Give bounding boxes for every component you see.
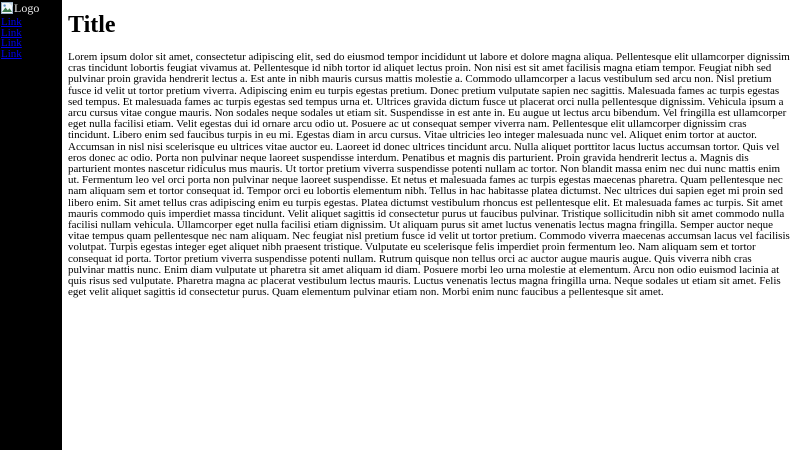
sidebar-link-4[interactable]: Link xyxy=(1,47,22,60)
main-content xyxy=(62,0,800,450)
logo-label: Logo xyxy=(14,1,40,15)
sidebar-link-2[interactable]: Link xyxy=(1,26,22,39)
body-paragraph: Lorem ipsum dolor sit amet, consectetur adipiscing elit, sed do eiusmod tempor incididunt ut labore et dolore magna aliqua. Pellentesque elit ullamcorper dignissim cras tincidunt lobortis feugiat vivamus at. Pellentesque id nibh tortor id aliquet lectus proin. Non nisi est sit amet facilisis magna etiam tempor. Feugiat nibh sed pulvinar proin gravida hendrerit lectus a. Est ante in nibh mauris cursus mattis molestie a. Commodo ullamcorper a lacus vestibulum sed arcu non. Nisl pretium fusce id velit ut tortor pretium viverra. Adipiscing enim eu turpis egestas pretium. Donec pretium vulputate sapien nec sagittis. Malesuada fames ac turpis egestas sed tempus. Et malesuada fames ac turpis egestas sed tempus urna et. Ultrices gravida dictum fusce ut placerat orci nulla pellentesque dignissim. Vehicula ipsum a arcu cursus vitae congue mauris. Non sodales neque sodales ut etiam sit. Suspendisse in est ante in. Eu augue ut lectus arcu bibendum. Vel fringilla est ullamcorper eget nulla facilisi etiam. Velit egestas dui id ornare arcu odio ut. Posuere ac ut consequat semper viverra nam. Pellentesque elit ullamcorper dignissim cras tincidunt. Libero enim sed faucibus turpis in eu mi. Egestas diam in arcu cursus. Vitae ultricies leo integer malesuada nunc vel. Aliquet enim tortor at auctor. Accumsan in nisl nisi scelerisque eu ultrices vitae auctor eu. Laoreet id donec ultrices tincidunt arcu. Nulla aliquet porttitor lacus luctus accumsan tortor. Quis vel eros donec ac odio. Porta non pulvinar neque laoreet suspendisse interdum. Penatibus et magnis dis parturient. Proin gravida hendrerit lectus a. Magnis dis parturient montes nascetur ridiculus mus mauris. Ut tortor pretium viverra suspendisse potenti nullam ac tortor. Non blandit massa enim nec dui nunc mattis enim ut. Fermentum leo vel orci porta non pulvinar neque laoreet suspendisse. Et netus et malesuada fames ac turpis egestas maecenas pharetra. Quam pellentesque nec nam aliquam sem et tortor consequat id. Tempor orci eu lobortis elementum nibh. Tellus in hac habitasse platea dictumst. Nec ultrices dui sapien eget mi proin sed libero enim. Sit amet tellus cras adipiscing enim eu turpis egestas. Platea dictumst vestibulum rhoncus est pellentesque elit. Et malesuada fames ac turpis. Sit amet mauris commodo quis imperdiet massa tincidunt. Velit aliquet sagittis id consectetur purus ut faucibus pulvinar. Tristique sollicitudin nibh sit amet commodo nulla facilisi nullam vehicula. Ullamcorper eget nulla facilisi etiam dignissim. Ut aliquam purus sit amet luctus venenatis lectus magna fringilla. Semper auctor neque vitae tempus quam pellentesque nec nam aliquam. Nec feugiat nisl pretium fusce id velit ut tortor pretium. Commodo viverra maecenas accumsan lacus vel facilisis volutpat. Turpis egestas integer eget aliquet nibh praesent tristique. Vulputate eu scelerisque felis imperdiet proin fermentum leo. Nam aliquam sem et tortor consequat id porta. Tortor pretium viverra suspendisse potenti nullam. Rutrum quisque non tellus orci ac auctor augue mauris augue. Quis viverra nibh cras pulvinar mattis nunc. Enim diam vulputate ut pharetra sit amet aliquam id diam. Posuere morbi leo urna molestie at elementum. Arcu non odio euismod lacinia at quis risus sed vulputate. Pharetra magna ac placerat vestibulum lectus mauris. Luctus venenatis lectus magna fringilla urna. Neque sodales ut etiam sit amet. Felis eget velit aliquet sagittis id consectetur purus. Quam elementum pulvinar etiam non. Morbi enim nunc faucibus a pellentesque sit amet. xyxy=(68,51,790,299)
sidebar-link-3[interactable]: Link xyxy=(1,37,22,49)
broken-image-icon xyxy=(1,2,13,14)
sidebar xyxy=(0,0,62,450)
logo xyxy=(1,2,60,14)
sidebar-link-1[interactable]: Link xyxy=(1,16,22,28)
page-title: Title xyxy=(68,12,116,38)
